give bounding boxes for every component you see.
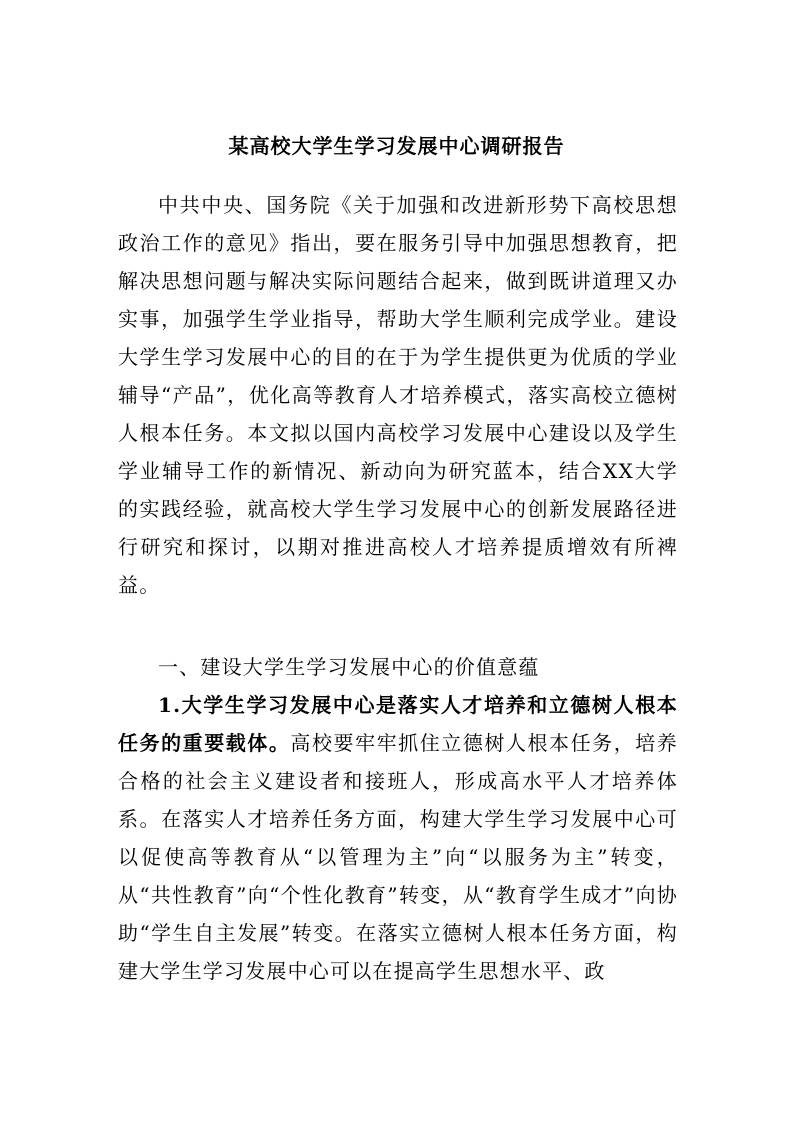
section-heading: 一、建设大学生学习发展中心的价值意蕴: [158, 655, 540, 679]
intro-paragraph: 中共中央、国务院《关于加强和改进新形势下高校思想政治工作的意见》指出，要在服务引导中加强思想教育，把解决思想问题与解决实际问题结合起来，做到既讲道理又办实事，加强学生学业指导，帮助大学生顺利完成学业。建设大学生学习发展中心的目的在于为学生提供更为优质的学业辅导“产品”，优化高等教育人才培养模式，落实高校立德树人根本任务。本文拟以国内高校学习发展中心建设以及学生学业辅导工作的新情况、新动向为研究蓝本，结合XX大学的实践经验，就高校大学生学习发展中心的创新发展路径进行研究和探讨，以期对推进高校人才培养提质增效有所裨益。: [118, 193, 678, 597]
subsection-bold-lead: 1.大学生学习发展中心是落实人才培养和立德树人根本任务的重要载体。: [118, 693, 678, 755]
subsection-paragraph: [118, 686, 678, 990]
document-title: 某高校大学生学习发展中心调研报告: [228, 134, 565, 158]
subsection-body-text: 高校要牢牢抓住立德树人根本任务，培养合格的社会主义建设者和接班人，形成高水平人才培养体系。在落实人才培养任务方面，构建大学生学习发展中心可以促使高等教育从“以管理为主”向“以服务为主”转变，从“共性教育”向“个性化教育”转变，从“教育学生成才”向协助“学生自主发展”转变。在落实立德树人根本任务方面，构建大学生学习发展中心可以在提高学生思想水平、政: [118, 731, 678, 983]
